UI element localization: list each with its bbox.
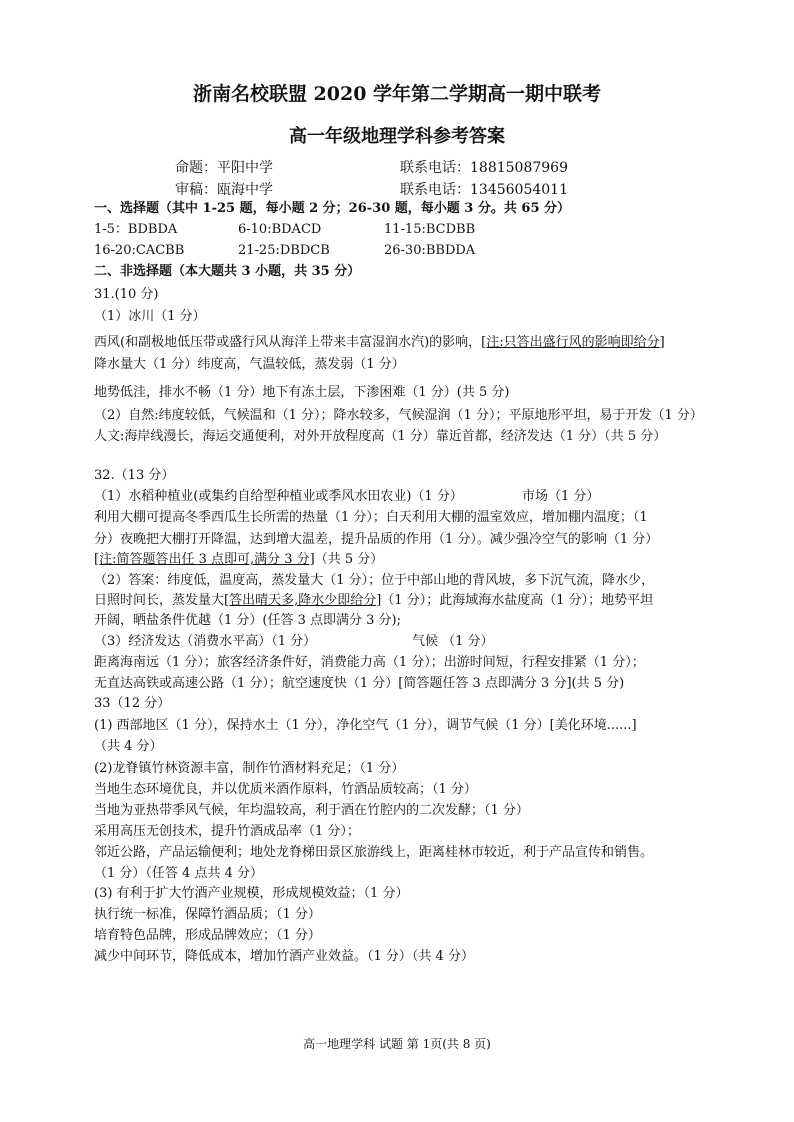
section1-heading: 一、选择题（其中 1-25 题，每小题 2 分；26-30 题，每小题 3 分。共 65 分） bbox=[94, 201, 571, 216]
q32-line: 气候 （1 分） bbox=[412, 634, 494, 649]
author-phone: 联系电话：18815087969 bbox=[400, 160, 568, 176]
q31-line bbox=[94, 333, 665, 353]
page-title: 浙南名校联盟 2020 学年第二学期高一期中联考 bbox=[192, 83, 602, 105]
q31-line: （2）自然:纬度较低，气候温和（1 分）；降水较多，气候湿润（1 分）；平原地形平坦，易于开发（1 分） bbox=[94, 408, 703, 423]
answer-range: 26-30:BBDDA bbox=[384, 243, 476, 258]
q32-line bbox=[94, 591, 653, 611]
q33-line: 当地为亚热带季风气候，年均温较高，利于酒在竹腔内的二次发酵；（1 分） bbox=[94, 803, 529, 818]
q32-line: 市场（1 分） bbox=[522, 489, 600, 504]
q31-line: （1）冰川（1 分） bbox=[94, 309, 206, 324]
q31-text: 西风(和副极地低压带或盛行风从海洋上带来丰富湿润水汽)的影响， bbox=[94, 335, 482, 350]
q32-text: （共 5 分） bbox=[314, 552, 384, 567]
q32-line: （1）水稻种植业(或集约自给型种植业或季风水田农业)（1 分） bbox=[94, 489, 463, 504]
answer-range: 6-10:BDACD bbox=[238, 222, 322, 237]
q32-line: 开阔，晒盐条件优越（1 分）(任答 3 点即满分 3 分); bbox=[94, 613, 401, 628]
q31-line: 降水量大（1 分）纬度高，气温较低，蒸发弱（1 分） bbox=[94, 357, 405, 372]
q31-line: 人文:海岸线漫长，海运交通便利，对外开放程度高（1 分）靠近首都，经济发达（1 分）（共 5 分） bbox=[94, 429, 667, 444]
q33-line: (3) 有利于扩大竹酒产业规模，形成规模效益；（1 分） bbox=[94, 886, 409, 901]
answer-range: 21-25:DBDCB bbox=[238, 243, 330, 258]
q33-line: 减少中间环节，降低成本，增加竹酒产业效益。（1 分）（共 4 分） bbox=[94, 949, 474, 964]
q33-line: (2)龙脊镇竹林资源丰富，制作竹酒材料充足；（1 分） bbox=[94, 761, 405, 776]
answer-range: 16-20:CACBB bbox=[94, 243, 185, 258]
q32-line: 无直达高铁或高速公路（1 分）；航空速度快（1 分）[简答题任答 3 点即满分 3 分](共 5 分) bbox=[94, 676, 625, 691]
q33-line: (1) 西部地区（1 分），保持水土（1 分），净化空气（1 分），调节气候（1 分）[美化环境......] bbox=[94, 718, 637, 733]
q33-line: 培育特色品牌，形成品牌效应；（1 分） bbox=[94, 928, 321, 943]
q33-heading: 33（12 分） bbox=[94, 696, 171, 711]
q32-line: （2）答案：纬度低，温度高，蒸发量大（1 分）；位于中部山地的背风坡，多下沉气流，降水少， bbox=[94, 573, 655, 588]
q33-line: （共 4 分） bbox=[94, 739, 163, 754]
q33-line: （1 分）（任答 4 点共 4 分） bbox=[94, 866, 263, 881]
page-footer: 高一地理学科 试题 第 1页(共 8 页) bbox=[303, 1037, 491, 1051]
section2-heading: 二、非选择题（本大题共 3 小题，共 35 分） bbox=[94, 264, 361, 279]
answer-range: 1-5：BDBDA bbox=[94, 222, 178, 237]
q31-line: 地势低洼，排水不畅（1 分）地下有冻土层，下渗困难（1 分）(共 5 分) bbox=[94, 385, 510, 400]
q33-line: 当地生态环境优良，并以优质米酒作原料，竹酒品质较高；（1 分） bbox=[94, 782, 477, 797]
q32-line: 距离海南远（1 分）；旅客经济条件好，消费能力高（1 分）；出游时间短，行程安排紧（1 分）； bbox=[94, 655, 645, 670]
q32-line bbox=[94, 550, 383, 570]
q33-line: 邻近公路，产品运输便利；地处龙脊梯田景区旅游线上，距离桂林市较近，利于产品宣传和销售。 bbox=[94, 845, 654, 860]
q32-note: [答出晴天多,降水少即给分] bbox=[224, 593, 382, 608]
answer-range: 11-15:BCDBB bbox=[384, 222, 476, 237]
q32-text: 日照时间长，蒸发量大 bbox=[94, 593, 225, 608]
q32-line: 利用大棚可提高冬季西瓜生长所需的热量（1 分）；白天利用大棚的温室效应，增加棚内温度；（1 bbox=[94, 510, 648, 525]
q31-heading: 31.(10 分) bbox=[94, 287, 159, 302]
reviewer-phone: 联系电话：13456054011 bbox=[400, 182, 568, 198]
q32-text: （1 分）；此海域海水盐度高（1 分）；地势平坦 bbox=[381, 593, 654, 608]
author-label: 命题：平阳中学 bbox=[175, 160, 273, 176]
q31-note: [注:只答出盛行风的影响即给分] bbox=[481, 335, 665, 350]
q32-note: [注:简答题答出任 3 点即可,满分 3 分] bbox=[94, 552, 315, 567]
page-subtitle: 高一年级地理学科参考答案 bbox=[289, 126, 505, 147]
q33-line: 执行统一标准，保障竹酒品质；（1 分） bbox=[94, 907, 321, 922]
q32-line: （3）经济发达（消费水平高）（1 分） bbox=[94, 634, 317, 649]
q32-line: 分）夜晚把大棚打开降温，达到增大温差，提升品质的作用（1 分）。减少强冷空气的影响（1 分） bbox=[94, 532, 659, 547]
q33-line: 采用高压无创技术，提升竹酒成品率（1 分）； bbox=[94, 824, 360, 839]
reviewer-label: 审稿：瓯海中学 bbox=[175, 182, 273, 198]
q32-heading: 32.（13 分） bbox=[94, 468, 175, 483]
